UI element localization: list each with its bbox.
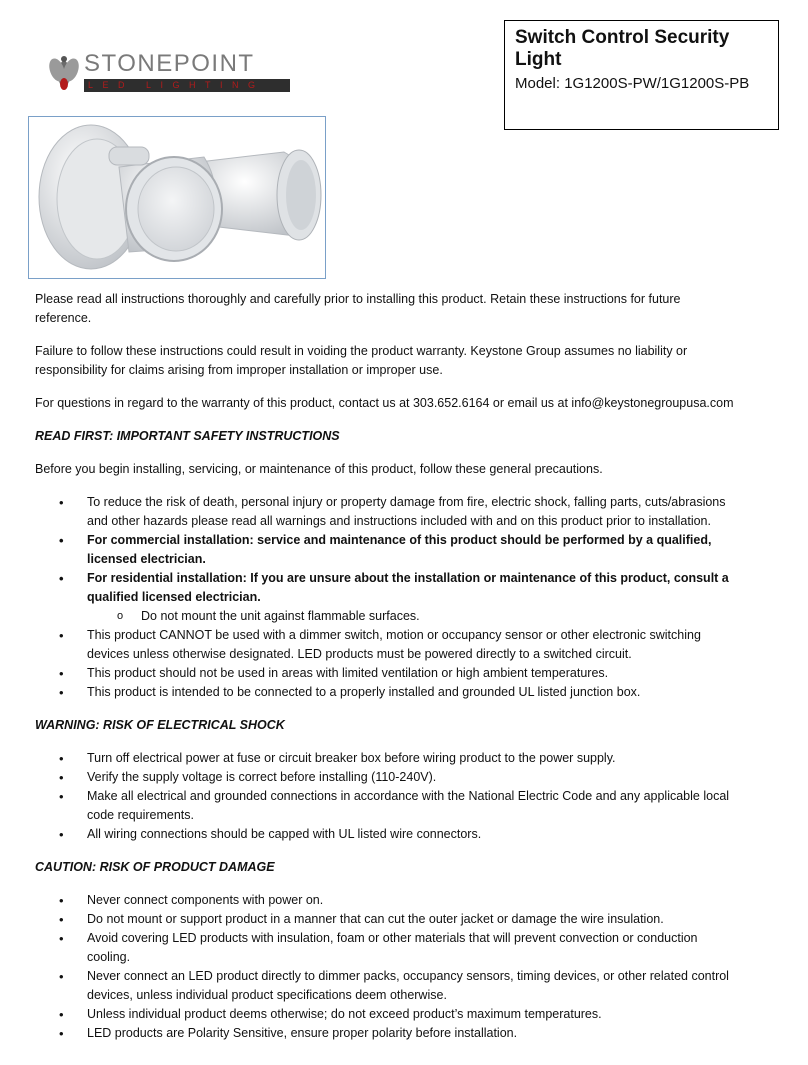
brand-logo (48, 50, 298, 96)
list-item: • Verify the supply voltage is correct before installing (110-240V). (35, 768, 740, 787)
list-item: • Do not mount or support product in a manner that can cut the outer jacket or damage the wire insulation. (35, 910, 740, 929)
list-item: • This product is intended to be connected to a properly installed and grounded UL listed junction box. (35, 683, 740, 702)
product-photo (28, 116, 326, 279)
product-model: Model: 1G1200S-PW/1G1200S-PB (515, 75, 750, 92)
list-item: • Avoid covering LED products with insulation, foam or other materials that will prevent convection or conduction cooling. (35, 929, 740, 967)
safety-list (35, 493, 740, 702)
list-item: • To reduce the risk of death, personal injury or property damage from fire, electric shock, falling parts, cuts/abrasions and other hazards please read all warnings and instructions included with and on this product prior to installation. (35, 493, 740, 531)
list-item: • This product CANNOT be used with a dimmer switch, motion or occupancy sensor or other electronic switching devices unless otherwise designated. LED products must be powered directly to a switched circuit. (35, 626, 740, 664)
list-item: • LED products are Polarity Sensitive, ensure proper polarity before installation. (35, 1024, 740, 1043)
list-item: • Never connect an LED product directly to dimmer packs, occupancy sensors, timing devices, or other related control devices, unless individual product specifications deem otherwise. (35, 967, 740, 1005)
list-item: • This product should not be used in areas with limited ventilation or high ambient temperatures. (35, 664, 740, 683)
brand-tagline: LED LIGHTING (84, 79, 290, 92)
brand-name: STONEPOINT (84, 50, 255, 77)
list-item: • For residential installation: If you are unsure about the installation or maintenance of this product, consult a qualified licensed electrician. (35, 569, 740, 607)
list-item: • Unless individual product deems otherwise; do not exceed product’s maximum temperatures. (35, 1005, 740, 1024)
product-title-box (504, 20, 779, 130)
firefly-logo-icon (48, 52, 80, 92)
product-title: Switch Control Security Light (515, 27, 730, 70)
damage-list (35, 891, 740, 1043)
list-item: • All wiring connections should be capped with UL listed wire connectors. (35, 825, 740, 844)
shock-list (35, 749, 740, 844)
safety-lead: Before you begin installing, servicing, or maintenance of this product, follow these general precautions. (35, 462, 603, 476)
damage-heading: CAUTION: RISK OF PRODUCT DAMAGE (35, 860, 275, 874)
document-body (35, 290, 740, 1057)
list-item: • Make all electrical and grounded connections in accordance with the National Electric Code and any applicable local code requirements. (35, 787, 740, 825)
intro-paragraph-3: For questions in regard to the warranty of this product, contact us at 303.652.6164 or email us at info@keystonegroupusa.com (35, 396, 734, 410)
intro-paragraph-2: Failure to follow these instructions could result in voiding the product warranty. Keystone Group assumes no liability or responsibility for claims arising from improper installation or improper use. (35, 344, 688, 377)
shock-heading: WARNING: RISK OF ELECTRICAL SHOCK (35, 718, 285, 732)
list-item: • Turn off electrical power at fuse or circuit breaker box before wiring product to the power supply. (35, 749, 740, 768)
list-item: • For commercial installation: service and maintenance of this product should be performed by a qualified, licensed electrician. (35, 531, 740, 569)
security-light-illustration (29, 117, 326, 279)
sub-list-item: o Do not mount the unit against flammable surfaces. (35, 607, 740, 626)
intro-paragraph-1: Please read all instructions thoroughly and carefully prior to installing this product. Retain these instructions for future reference. (35, 292, 681, 325)
list-item: • Never connect components with power on. (35, 891, 740, 910)
safety-heading: READ FIRST: IMPORTANT SAFETY INSTRUCTIONS (35, 429, 340, 443)
